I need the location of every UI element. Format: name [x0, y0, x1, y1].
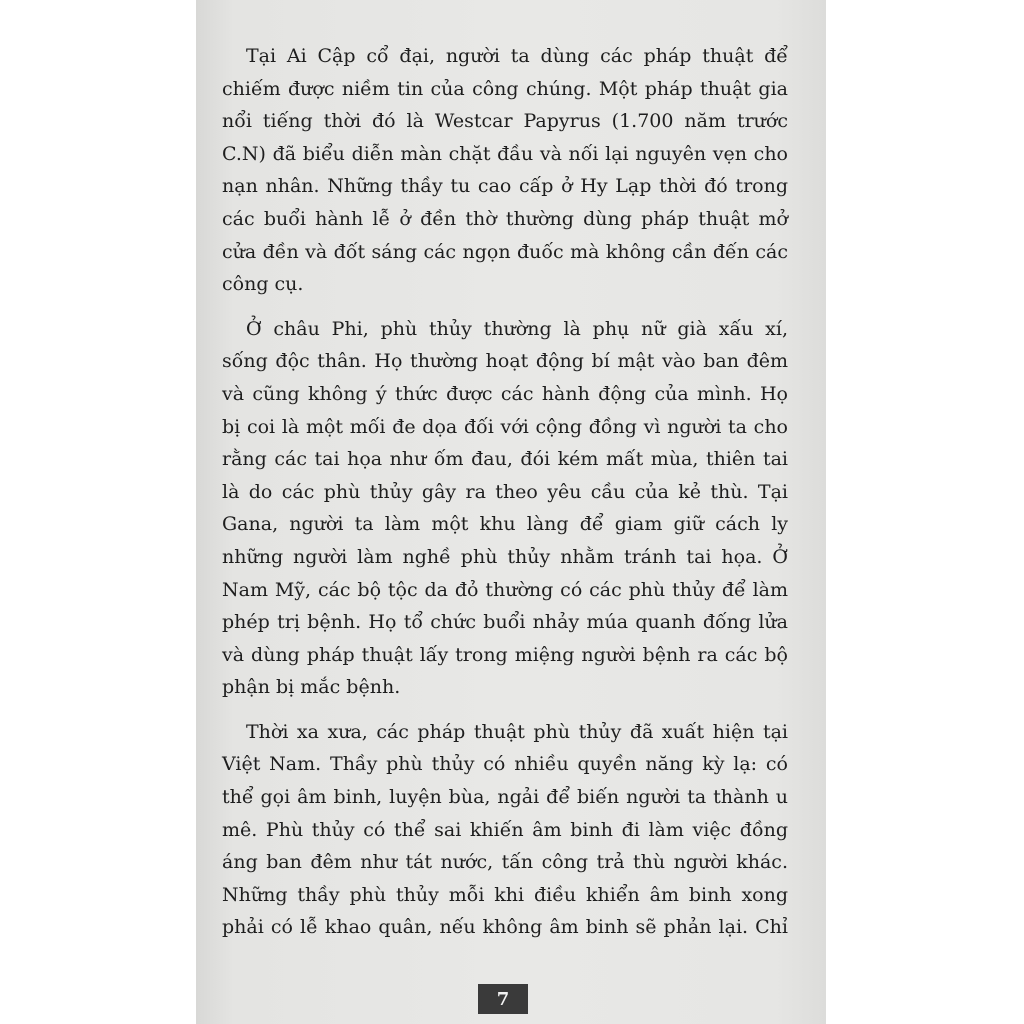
page-text [222, 40, 788, 956]
page-number-label: 7 [496, 988, 510, 1010]
text-line: và cũng không ý thức được các hành động của mình. Họ [222, 382, 788, 405]
text-line: bị coi là một mối đe dọa đối với cộng đồng vì người ta cho [222, 415, 788, 438]
text-line: các buổi hành lễ ở đền thờ thường dùng pháp thuật mở [222, 207, 788, 230]
text-line: rằng các tai họa như ốm đau, đói kém mất mùa, thiên tai [222, 448, 788, 471]
text-line: nạn nhân. Những thầy tu cao cấp ở Hy Lạp thời đó trong [222, 175, 788, 198]
text-line: Những thầy phù thủy mỗi khi điều khiển âm binh xong [222, 883, 788, 906]
text-line: công cụ. [222, 273, 304, 296]
text-line: cửa đền và đốt sáng các ngọn đuốc mà không cần đến các [222, 240, 788, 263]
text-line: C.N) đã biểu diễn màn chặt đầu và nối lại nguyên vẹn cho [222, 142, 788, 165]
paragraph-2 [222, 313, 788, 704]
paragraph-1 [222, 40, 788, 301]
text-line: mê. Phù thủy có thể sai khiến âm binh đi làm việc đồng [222, 818, 788, 841]
text-line: nổi tiếng thời đó là Westcar Papyrus (1.700 năm trước [222, 110, 788, 133]
text-line: thể gọi âm binh, luyện bùa, ngải để biến người ta thành u [222, 786, 788, 809]
text-line: phải có lễ khao quân, nếu không âm binh sẽ phản lại. Chỉ [222, 916, 788, 939]
text-line: chiếm được niềm tin của công chúng. Một pháp thuật gia [222, 77, 788, 100]
text-line: phận bị mắc bệnh. [222, 676, 401, 699]
text-line: Nam Mỹ, các bộ tộc da đỏ thường có các phù thủy để làm [222, 578, 788, 601]
book-page [196, 0, 826, 1024]
page-number [478, 984, 528, 1014]
text-line: áng ban đêm như tát nước, tấn công trả thù người khác. [222, 851, 788, 874]
text-line: những người làm nghề phù thủy nhằm tránh tai họa. Ở [222, 545, 788, 568]
text-line: Việt Nam. Thầy phù thủy có nhiều quyền năng kỳ lạ: có [222, 753, 788, 776]
text-line: Tại Ai Cập cổ đại, người ta dùng các pháp thuật để [246, 45, 788, 67]
text-line: và dùng pháp thuật lấy trong miệng người bệnh ra các bộ [222, 643, 788, 666]
paragraph-3 [222, 716, 788, 944]
text-line: Gana, người ta làm một khu làng để giam giữ cách ly [222, 513, 788, 536]
text-line: Ở châu Phi, phù thủy thường là phụ nữ già xấu xí, [246, 317, 788, 340]
text-line: sống độc thân. Họ thường hoạt động bí mật vào ban đêm [222, 350, 788, 373]
text-line: phép trị bệnh. Họ tổ chức buổi nhảy múa quanh đống lửa [222, 611, 788, 634]
text-line: là do các phù thủy gây ra theo yêu cầu của kẻ thù. Tại [222, 480, 788, 503]
text-line: Thời xa xưa, các pháp thuật phù thủy đã xuất hiện tại [246, 720, 788, 743]
